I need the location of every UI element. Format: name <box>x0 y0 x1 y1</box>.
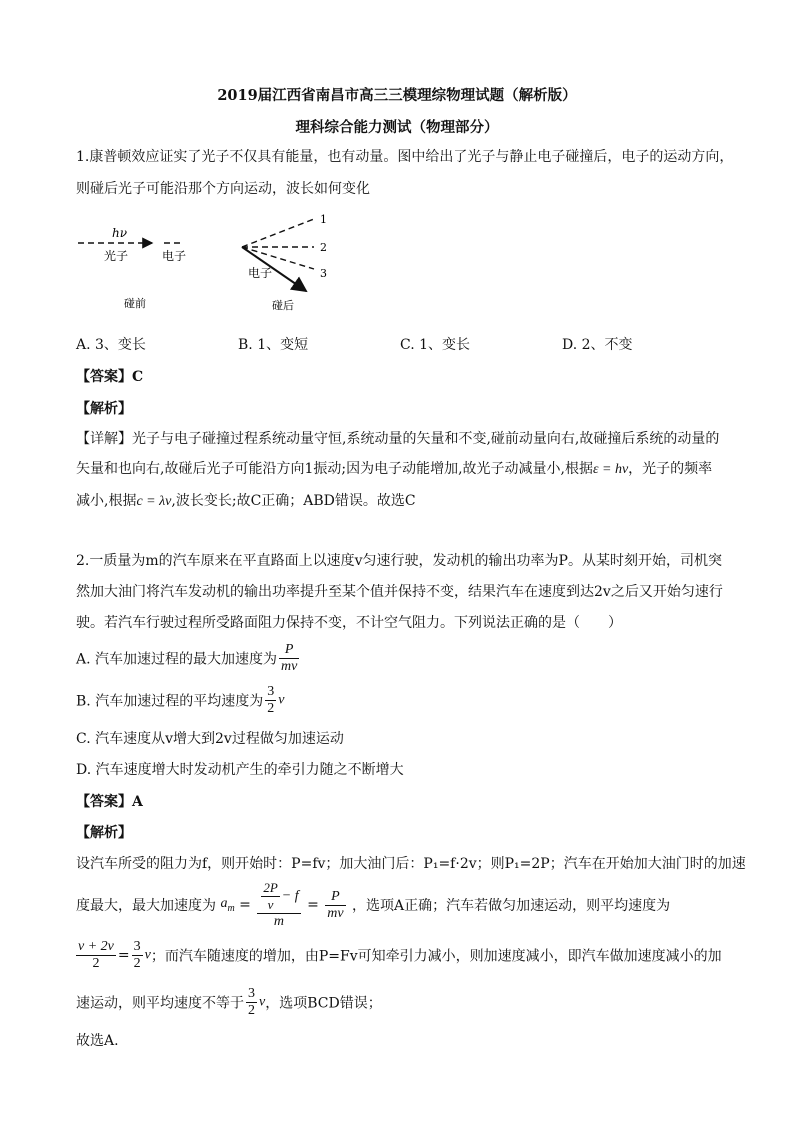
q1-option-b: B. 1、变短 <box>238 337 309 353</box>
q2-analysis-line2-b: ，选项A正确；汽车若做匀加速运动，则平均速度为 <box>352 898 671 914</box>
q2-option-b <box>76 684 284 717</box>
q2-analysis-line2-a: 度最大，最大加速度为 <box>76 898 216 914</box>
hv-label: hν <box>112 226 128 240</box>
inner-den: v <box>267 897 274 912</box>
q1-detail-eq2: c = λν <box>136 494 172 509</box>
q1-detail-line3 <box>76 490 416 510</box>
am-letter: a <box>220 896 228 912</box>
inner-fraction <box>261 880 279 913</box>
eq-sign-2: = <box>307 897 319 913</box>
frac-num: 3 <box>133 939 141 954</box>
v-symbol: v <box>144 947 151 963</box>
q2-conclusion: 故选A. <box>76 1033 119 1049</box>
q1-detail-line2-end: ，光子的频率 <box>628 461 713 477</box>
am-compound-fraction <box>257 880 300 930</box>
compound-numerator <box>257 880 300 914</box>
frac-num: P <box>279 642 299 659</box>
before-label: 碰前 <box>124 297 146 310</box>
q2-analysis-line4-a: 速运动，则平均速度不等于 <box>76 995 244 1012</box>
three-halves-fraction <box>132 939 143 972</box>
q2-analysis-line3 <box>76 939 722 972</box>
electron-after-label: 电子 <box>248 266 273 280</box>
q1-analysis-label: 【解析】 <box>76 401 132 417</box>
q2-option-c: C. 汽车速度从v增大到2v过程做匀加速运动 <box>76 731 344 747</box>
after-label: 碰后 <box>272 299 294 312</box>
photon-label: 光子 <box>104 249 129 263</box>
eq-sign: = <box>239 897 251 913</box>
q2-stem-line3: 驶。若汽车行驶过程所受路面阻力保持不变，不计空气阻力。下列说法正确的是（ ） <box>76 615 622 631</box>
am-subscript: m <box>227 902 235 914</box>
dir-2-label: 2 <box>320 241 327 254</box>
q2-option-b-fraction <box>265 684 276 717</box>
frac-den: 2 <box>92 956 100 971</box>
q2-analysis-line4-b: ，选项BCD错误； <box>265 995 382 1012</box>
q1-option-a: A. 3、变长 <box>76 337 146 353</box>
q2-option-b-text: B. 汽车加速过程的平均速度为 <box>76 693 264 710</box>
compound-denominator: m <box>273 914 285 929</box>
avg-velocity-fraction <box>76 939 116 972</box>
q1-compton-figure <box>70 205 350 320</box>
frac-num: P <box>325 889 345 906</box>
inner-num: 2P <box>263 880 278 895</box>
q1-detail-line2 <box>76 458 712 478</box>
frac-den: 2 <box>133 956 141 971</box>
frac-num: 3 <box>248 986 255 1001</box>
q2-analysis-line4 <box>76 986 382 1019</box>
q1-stem-line2: 则碰后光子可能沿那个方向运动，波长如何变化 <box>76 181 370 197</box>
eq-sign-3: = <box>117 947 130 964</box>
q2-option-d: D. 汽车速度增大时发动机产生的牵引力随之不断增大 <box>76 762 404 778</box>
q2-option-a-text: A. 汽车加速过程的最大加速度为 <box>76 651 278 668</box>
dir-1-label: 1 <box>320 213 327 226</box>
q1-detail-line1: 【详解】光子与电子碰撞过程系统动量守恒,系统动量的矢量和不变,碰前动量向右,故碰撞后系统的动量的 <box>76 431 720 447</box>
q2-option-b-v: v <box>278 692 285 708</box>
q1-answer: 【答案】C <box>76 369 144 385</box>
q1-detail-line2-text: 矢量和也向右,故碰后光子可能沿方向1振动;因为电子动能增加,故光子动减量小,根据 <box>76 461 593 477</box>
q2-analysis-line3-b: ；而汽车随速度的增加，由P=Fv可知牵引力减小，则加速度减小，即汽车做加速度减小的加 <box>150 948 722 965</box>
frac-num: 3 <box>267 684 275 699</box>
q2-analysis-line2 <box>76 880 670 930</box>
electron-before-label: 电子 <box>162 249 187 263</box>
q1-detail-line3-b: ,波长变长;故C正确；ABD错误。故选C <box>171 493 416 509</box>
q2-option-a-fraction <box>279 642 299 675</box>
q1-stem-line1: 1.康普顿效应证实了光子不仅具有能量，也有动量。图中给出了光子与静止电子碰撞后，电子的运动方向， <box>76 149 734 165</box>
q1-option-c: C. 1、变长 <box>400 337 471 353</box>
q2-analysis-line1: 设汽车所受的阻力为f，则开始时：P=fv；加大油门后：P₁=f·2v；则P₁=2P；汽车在开始加大油门时的加速 <box>76 856 746 872</box>
am-symbol <box>220 896 235 914</box>
frac-den: 2 <box>267 701 275 716</box>
page-title: 2019届江西省南昌市高三三模理综物理试题（解析版） <box>217 87 577 104</box>
v-symbol: v <box>259 994 266 1010</box>
result-fraction <box>325 889 345 922</box>
q2-stem-line2: 然加大油门将汽车发动机的输出功率提升至某个值并保持不变，结果汽车在速度到达2v之后又开始匀速行 <box>76 584 723 600</box>
frac-den: 2 <box>248 1003 255 1018</box>
q2-option-a <box>76 642 301 675</box>
frac-den: mv <box>281 659 298 674</box>
three-halves-fraction-2 <box>246 986 257 1019</box>
q2-analysis-label: 【解析】 <box>76 825 132 841</box>
q1-option-d: D. 2、不变 <box>562 337 633 353</box>
q1-detail-line3-a: 减小,根据 <box>76 493 137 509</box>
frac-num: v + 2v <box>78 939 114 954</box>
minus-f: − f <box>281 888 299 904</box>
q1-detail-eq1: ε = hν <box>592 462 629 477</box>
dir-3-label: 3 <box>320 267 327 280</box>
page-subtitle: 理科综合能力测试（物理部分） <box>295 119 499 136</box>
direction-1-line <box>242 219 314 247</box>
q2-answer: 【答案】A <box>76 794 143 810</box>
frac-den: mv <box>327 905 344 921</box>
q2-stem-line1: 2.一质量为m的汽车原来在平直路面上以速度v匀速行驶，发动机的输出功率为P。从某时刻开始，司机突 <box>76 553 722 569</box>
